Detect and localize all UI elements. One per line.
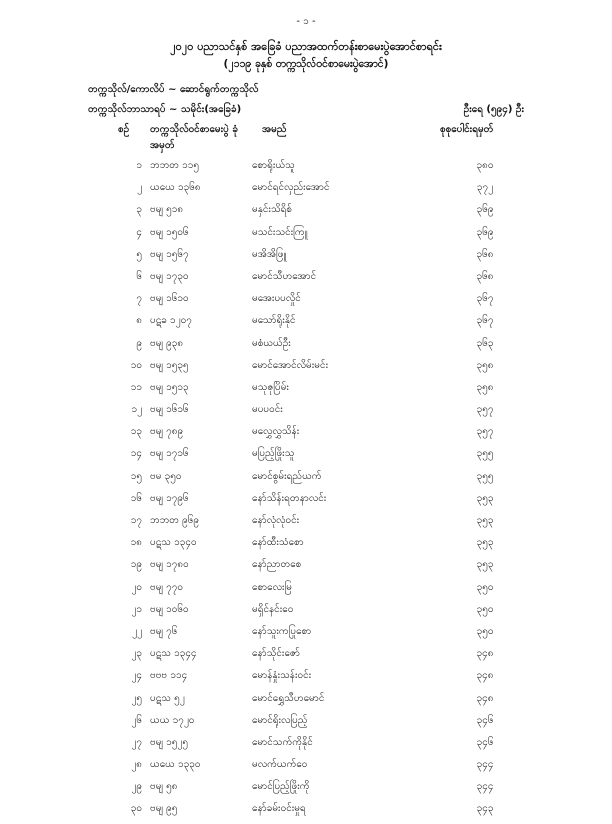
row-number: ၁၂	[131, 404, 142, 416]
registration-number: ဘဘတ ၉၆၉	[150, 515, 200, 526]
total-marks: ၃၆၇	[476, 293, 494, 305]
row-number: ၂၄	[131, 670, 142, 682]
total-marks: ၃၄၈	[476, 670, 494, 682]
row-number: ၇	[136, 293, 142, 305]
total-marks: ၃၆၃	[476, 337, 494, 349]
row-number: ၂၆	[131, 714, 142, 726]
total-marks: ၃၇၂	[476, 182, 494, 194]
row-number: ၂၁	[131, 603, 142, 615]
row-number: ၁၀	[130, 359, 142, 371]
student-name: မောင်ရွှေသီဟမောင်	[252, 692, 325, 704]
registration-number: ယယ ၁၇၂၀	[150, 714, 195, 726]
registration-number: ဗမျ ၁၅၁၃	[150, 381, 189, 393]
table-row	[0, 557, 612, 579]
row-number: ၆	[136, 270, 142, 282]
student-name: မောင်ပြည့်ဖြိုးကို	[252, 781, 310, 793]
registration-number: ဗမျ ၇၈၉	[150, 426, 184, 438]
table-row	[0, 580, 612, 602]
row-number: ၂၇	[131, 736, 142, 748]
student-name: စောလေးမြ	[252, 581, 292, 593]
table-row	[0, 402, 612, 424]
document-subtitle: (၂၁၁၉ ခုနှစ် တက္ကသိုလ်ဝင်စာမေးပွဲအောင်)	[223, 58, 389, 70]
total-marks: ၃၆၇	[476, 315, 494, 327]
student-name: နော်သိန်းရတနာလင်း	[252, 492, 327, 504]
row-number: ၈	[136, 315, 142, 327]
column-header-marks: စုစုပေါင်းရမှတ်	[440, 124, 494, 135]
row-number: ၁၃	[130, 426, 142, 438]
row-number: ၁၆	[130, 492, 142, 504]
total-marks: ၃၅၇	[476, 426, 494, 438]
student-name: စောရိုးယ်သူ	[252, 160, 295, 171]
table-row	[0, 158, 612, 180]
quota-label: ဦးရေ (၅၉၄) ဦး	[463, 104, 524, 115]
table-row	[0, 735, 612, 757]
total-marks: ၃၄၄	[476, 759, 494, 771]
total-marks: ၃၄၆	[476, 736, 494, 748]
row-number: ၂၂	[132, 625, 142, 637]
table-row	[0, 646, 612, 668]
registration-number: ဗမျ ၉၃၈	[150, 337, 184, 349]
row-number: ၉	[136, 337, 142, 349]
table-row	[0, 535, 612, 557]
student-name: နော်ထီးသံစော	[252, 537, 304, 549]
student-name: မောင်သီဟအောင်	[252, 270, 317, 282]
student-name: မနှင်းသိရိစ်	[252, 204, 292, 216]
row-number: ၂၅	[131, 692, 142, 704]
registration-number: ပဋသ ၁၃၄၀	[150, 537, 197, 549]
table-row	[0, 358, 612, 380]
registration-number: ပဋသ ၁၃၄၄	[150, 648, 197, 660]
total-marks: ၃၄၈	[476, 692, 494, 704]
row-number: ၁၁	[130, 381, 142, 393]
registration-number: ဗမျ ၁၀၆၀	[150, 603, 189, 615]
registration-number: ဘဘတ ၁၁၅	[150, 160, 200, 171]
student-name: မောင်ရိုးလပြည့်	[252, 714, 308, 726]
table-row	[0, 180, 612, 202]
table-row	[0, 202, 612, 224]
registration-number: ဗမျ ၁၇၉၆	[150, 492, 189, 504]
student-name: မသုဇုပြိမ်း	[252, 381, 289, 393]
column-header-registration: တက္ကသိုလ်ဝင်စာမေးပွဲ ခုံအမှတ်	[150, 124, 238, 151]
registration-number: ဗမျ ၅၈	[150, 781, 178, 793]
table-row	[0, 336, 612, 358]
row-number: ၂၉	[131, 781, 142, 793]
student-name: မပပဝင်း	[252, 404, 283, 416]
registration-number: ဗမျ ၁၆၁၀	[150, 293, 189, 305]
table-row	[0, 446, 612, 468]
total-marks: ၃၅၀	[476, 581, 494, 593]
registration-number: ဗမျ ၇၇၀	[150, 581, 184, 593]
student-name: မပြည့်ဖြိုးသူ	[252, 448, 295, 460]
registration-number: ပဋခ ၁၂၀၇	[150, 315, 192, 327]
table-row	[0, 713, 612, 735]
registration-number: ဗမျ ၁၅၀၆	[150, 226, 189, 238]
registration-number: ဗမျ ၉၅	[150, 803, 178, 815]
total-marks: ၃၆၈	[476, 270, 494, 282]
table-row	[0, 668, 612, 690]
row-number: ၂၀	[131, 581, 142, 593]
total-marks: ၃၅၃	[476, 515, 494, 526]
student-name: မောန်နှုံးသန်းဝင်း	[252, 670, 312, 682]
column-header-name: အမည်	[262, 124, 287, 135]
total-marks: ၃၅၀	[476, 625, 494, 637]
row-number: ၁၅	[130, 470, 142, 482]
student-name: မောင်သက်ကိုနိုင်	[252, 736, 313, 748]
student-name: မရှိင်နင်းဝေ	[252, 603, 294, 615]
table-row	[0, 801, 612, 823]
student-name: မောင်အောင်လိမ်းမင်း	[252, 359, 329, 371]
registration-number: ဗမျ ၁၇၈၀	[150, 559, 189, 571]
total-marks: ၃၄၄	[476, 781, 494, 793]
row-number: ၄	[136, 226, 142, 238]
table-row	[0, 469, 612, 491]
table-row	[0, 380, 612, 402]
total-marks: ၃၅၃	[476, 559, 494, 571]
student-name: မလွှေလွှသိန်း	[252, 426, 300, 438]
student-name: နော်သိုင်းဇော်	[252, 648, 300, 660]
registration-number: ဗမျ ၅၁၈	[150, 204, 184, 216]
table-row	[0, 491, 612, 513]
registration-number: ဗမျ ၇၆	[150, 625, 178, 637]
row-number: ၁	[136, 160, 142, 171]
subject-label: တက္ကသိုလ်ဘာသာရပ် ~ သမိုင်း(အခြေခံ)	[88, 104, 242, 115]
table-row	[0, 247, 612, 269]
row-number: ၂၈	[131, 759, 142, 771]
total-marks: ၃၆၉	[476, 226, 494, 238]
row-number: ၁၉	[130, 559, 142, 571]
student-name: မသော်ရိုးနိုင်	[252, 315, 296, 327]
registration-number: ဗမျ ၁၅၆၇	[150, 248, 189, 260]
total-marks: ၃၄၃	[476, 803, 494, 815]
row-number: ၃၀	[130, 803, 142, 815]
registration-number: ဗဗဗ ၁၁၄	[150, 670, 188, 682]
table-row	[0, 313, 612, 335]
total-marks: ၃၅၅	[476, 448, 494, 460]
registration-number: ဗမျ ၁၅၂၅	[150, 736, 188, 748]
total-marks: ၃၄၈	[476, 648, 494, 660]
row-number: ၃	[136, 204, 142, 216]
total-marks: ၃၅၅	[476, 470, 494, 482]
registration-number: ဗမျ ၁၇၃၀	[150, 270, 189, 282]
student-name: မလက်ယက်ဝေ	[252, 759, 308, 771]
row-number: ၁၄	[130, 448, 142, 460]
row-number: ၁၈	[130, 537, 142, 549]
document-title: ၂၀၂၀ ပညာသင်နှစ် အခြေခံ ပညာအထက်တန်းစာမေးပွဲအောင်စာရင်း	[170, 40, 442, 53]
row-number: ၁၇	[130, 515, 142, 526]
student-name: နော်ညာတစေ	[252, 559, 302, 571]
student-name: နော်ခမ်းဝင်းမှုရ	[252, 803, 306, 815]
total-marks: ၃၄၆	[476, 714, 494, 726]
table-row	[0, 779, 612, 801]
row-number: ၂၃	[131, 648, 142, 660]
table-row	[0, 225, 612, 247]
row-number: ၂	[137, 182, 142, 194]
registration-number: ဗမ ၃၅၀	[150, 470, 182, 482]
total-marks: ၃၅၃	[476, 492, 494, 504]
registration-number: ဗမျ ၁၆၁၆	[150, 404, 189, 416]
page-number: - ၁ -	[296, 16, 316, 27]
registration-number: ယယေ ၁၃၃၀	[150, 759, 201, 771]
total-marks: ၃၅၃	[476, 537, 494, 549]
total-marks: ၃၈၀	[476, 160, 494, 171]
student-name: မအေးပပလှိုင်	[252, 293, 301, 305]
registration-number: ဗမျ ၁၇၁၆	[150, 448, 189, 460]
student-name: မအိအိဖြူ	[252, 248, 287, 260]
row-number: ၅	[136, 248, 142, 260]
column-header-no: စဉ်	[118, 124, 130, 135]
table-row	[0, 291, 612, 313]
table-row	[0, 424, 612, 446]
student-name: မောင်စွမ်းရည်ယက်	[252, 470, 322, 482]
registration-number: ဗမျ ၁၅၃၅	[150, 359, 189, 371]
registration-number: ယယေ ၁၃၆၈	[150, 182, 201, 194]
total-marks: ၃၅၈	[476, 381, 494, 393]
table-row	[0, 602, 612, 624]
table-row	[0, 513, 612, 535]
total-marks: ၃၆၉	[476, 204, 494, 216]
total-marks: ၃၅၀	[476, 603, 494, 615]
university-label: တက္ကသိုလ်/ကောလိပ် ~ ဆောင်ရွက်တက္ကသိုလ်	[88, 84, 259, 95]
total-marks: ၃၅၈	[476, 359, 494, 371]
table-row	[0, 624, 612, 646]
student-name: နော်လုံလုံဝင်း	[252, 515, 300, 526]
student-name: မောင်ရင်လှည်းအောင်	[252, 182, 330, 194]
table-row	[0, 691, 612, 713]
table-row	[0, 269, 612, 291]
results-table	[0, 158, 612, 824]
total-marks: ၃၅၇	[476, 404, 494, 416]
student-name: မစံယယ်ဦး	[252, 337, 291, 349]
table-row	[0, 757, 612, 779]
registration-number: ပဋသ ၅၂	[150, 692, 185, 704]
total-marks: ၃၆၈	[476, 248, 494, 260]
student-name: နော်သူးကပြုစော	[252, 625, 312, 637]
student-name: မသင်းသင်းကြူ	[252, 226, 308, 238]
